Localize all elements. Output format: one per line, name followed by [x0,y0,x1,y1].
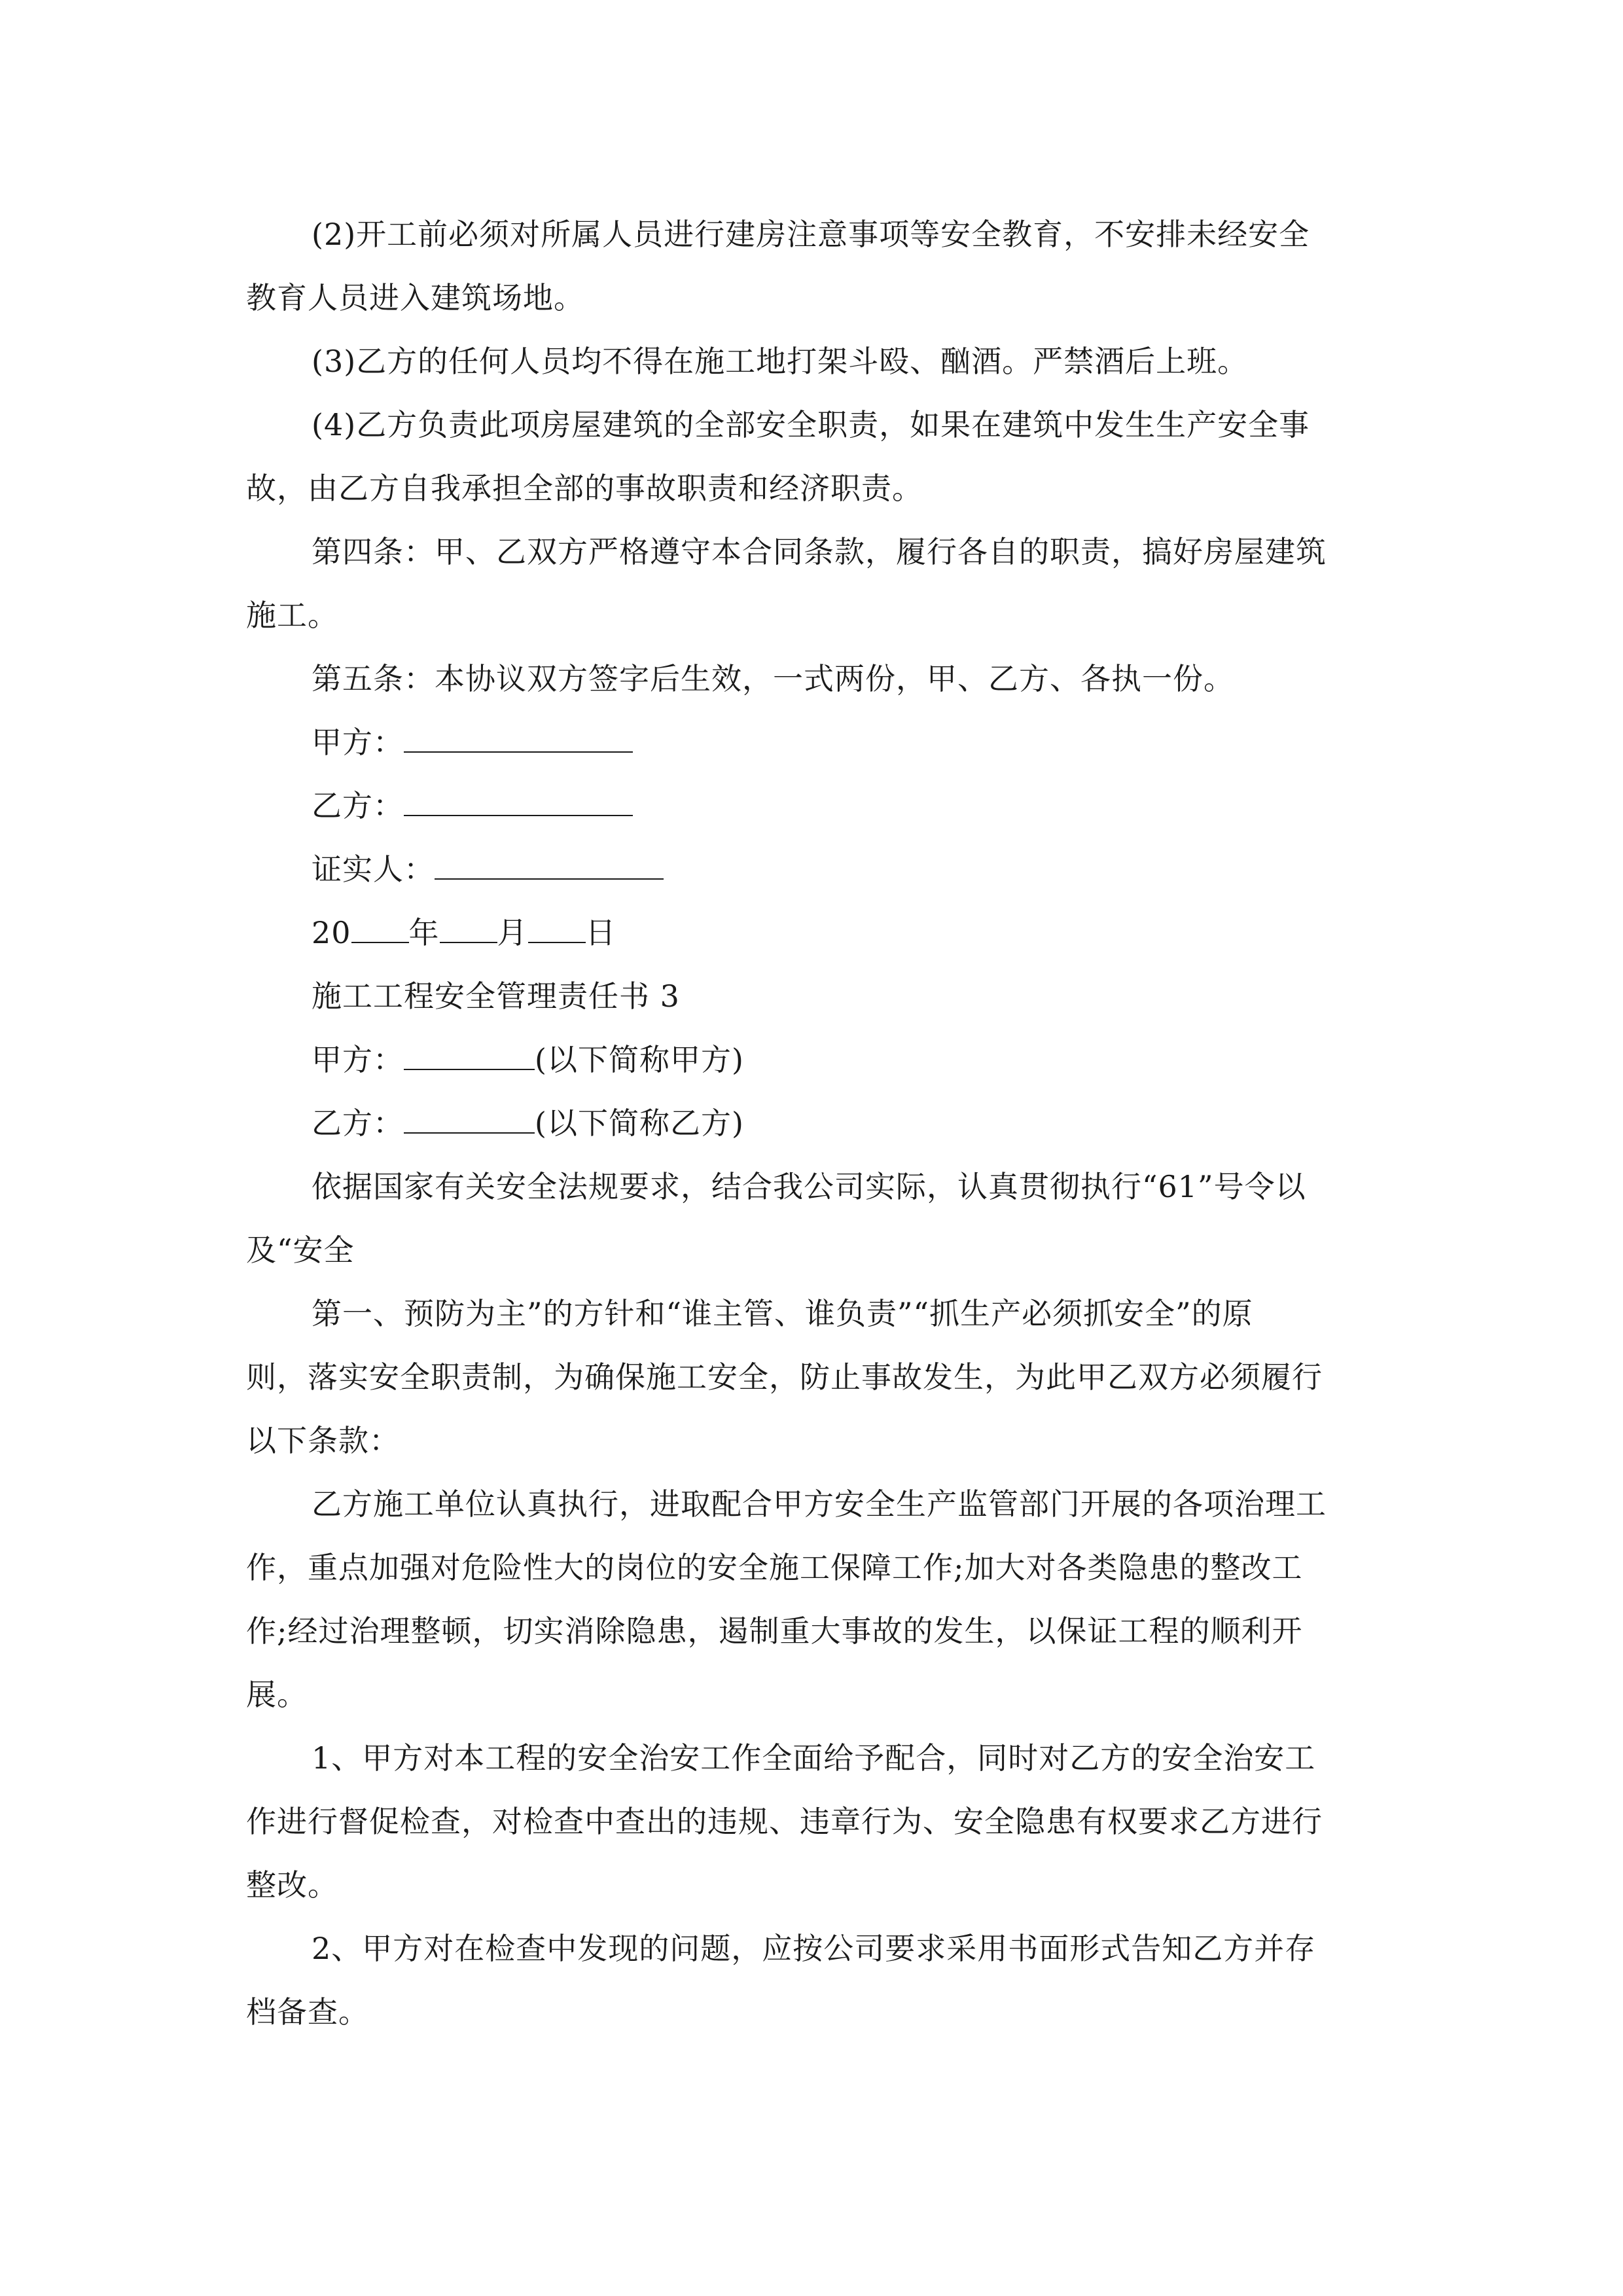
signature-date [246,901,1378,965]
doc3-party-b-blank[interactable] [404,1092,535,1134]
item-2-line-1: (2)开工前必须对所属人员进行建房注意事项等安全教育，不安排未经安全 [312,217,1310,252]
doc3-party-a-label: 甲方： [312,1042,404,1077]
item-3-line-1: (3)乙方的任何人员均不得在施工地打架斗殴、酗酒。严禁酒后上班。 [312,344,1249,379]
doc3-party-a-blank[interactable] [404,1028,535,1070]
doc3-intro [246,1155,1378,1282]
doc3-principle-line-3: 以下条款： [246,1423,400,1458]
doc3-intro-line-1: 依据国家有关安全法规要求，结合我公司实际，认真贯彻执行“61”号令以 [312,1169,1306,1204]
document-3-title: 施工工程安全管理责任书 3 [312,978,680,1014]
party-b-label: 乙方： [312,788,404,823]
witness-signature-blank[interactable] [435,838,664,880]
item-2 [246,203,1378,330]
doc3-contractor [246,1473,1378,1727]
item-4-line-2: 故，由乙方自我承担全部的事故职责和经济职责。 [246,471,923,506]
date-prefix: 20 [312,915,351,950]
doc3-clause-1 [246,1727,1378,1917]
doc3-principle-line-2: 则，落实安全职责制，为确保施工安全，防止事故发生，为此甲乙双方必须履行 [246,1359,1323,1395]
doc3-clause-1-line-1: 1、甲方对本工程的安全治安工作全面给予配合，同时对乙方的安全治安工 [312,1740,1316,1776]
party-a-signature-blank[interactable] [404,711,633,753]
item-2-line-2: 教育人员进入建筑场地。 [246,280,584,315]
item-4-line-1: (4)乙方负责此项房屋建筑的全部安全职责，如果在建筑中发生生产安全事 [312,407,1310,442]
doc3-party-b-suffix: (以下简称乙方) [535,1105,744,1141]
witness-label: 证实人： [312,852,435,887]
doc3-party-b-label: 乙方： [312,1105,404,1141]
doc3-clause-2 [246,1917,1378,2044]
doc3-contractor-line-4: 展。 [246,1677,308,1712]
year-blank[interactable] [351,901,409,943]
doc3-clause-2-line-1: 2、甲方对在检查中发现的问题，应按公司要求采用书面形式告知乙方并存 [312,1931,1316,1966]
month-blank[interactable] [440,901,497,943]
doc3-party-a [246,1028,1378,1092]
doc3-party-b [246,1092,1378,1155]
party-b-signature-blank[interactable] [404,774,633,816]
doc3-party-a-suffix: (以下简称甲方) [535,1042,744,1077]
article-4-line-1: 第四条：甲、乙双方严格遵守本合同条款，履行各自的职责，搞好房屋建筑 [312,534,1327,569]
year-label: 年 [408,915,440,950]
doc3-principle [246,1282,1378,1473]
article-5 [246,647,1378,711]
article-4-line-2: 施工。 [246,598,338,633]
signature-party-a [246,711,1378,774]
month-label: 月 [497,915,528,950]
signature-witness [246,838,1378,901]
party-a-label: 甲方： [312,725,404,760]
doc3-clause-1-line-2: 作进行督促检查，对检查中查出的违规、违章行为、安全隐患有权要求乙方进行 [246,1804,1323,1839]
item-4 [246,393,1378,520]
doc3-contractor-line-2: 作，重点加强对危险性大的岗位的安全施工保障工作;加大对各类隐患的整改工 [246,1550,1303,1585]
doc3-intro-line-2: 及“安全 [246,1232,355,1268]
document-page [246,203,1378,2044]
doc3-contractor-line-1: 乙方施工单位认真执行，进取配合甲方安全生产监管部门开展的各项治理工 [312,1486,1327,1522]
doc3-principle-line-1: 第一、预防为主”的方针和“谁主管、谁负责”“抓生产必须抓安全”的原 [312,1296,1253,1331]
signature-party-b [246,774,1378,838]
article-5-line-1: 第五条：本协议双方签字后生效，一式两份，甲、乙方、各执一份。 [312,661,1234,696]
article-4 [246,520,1378,647]
item-3 [246,330,1378,393]
doc3-contractor-line-3: 作;经过治理整顿，切实消除隐患，遏制重大事故的发生，以保证工程的顺利开 [246,1613,1303,1649]
doc3-clause-2-line-2: 档备查。 [246,1994,369,2030]
day-label: 日 [585,915,616,950]
doc3-clause-1-line-3: 整改。 [246,1867,338,1903]
day-blank[interactable] [528,901,586,943]
